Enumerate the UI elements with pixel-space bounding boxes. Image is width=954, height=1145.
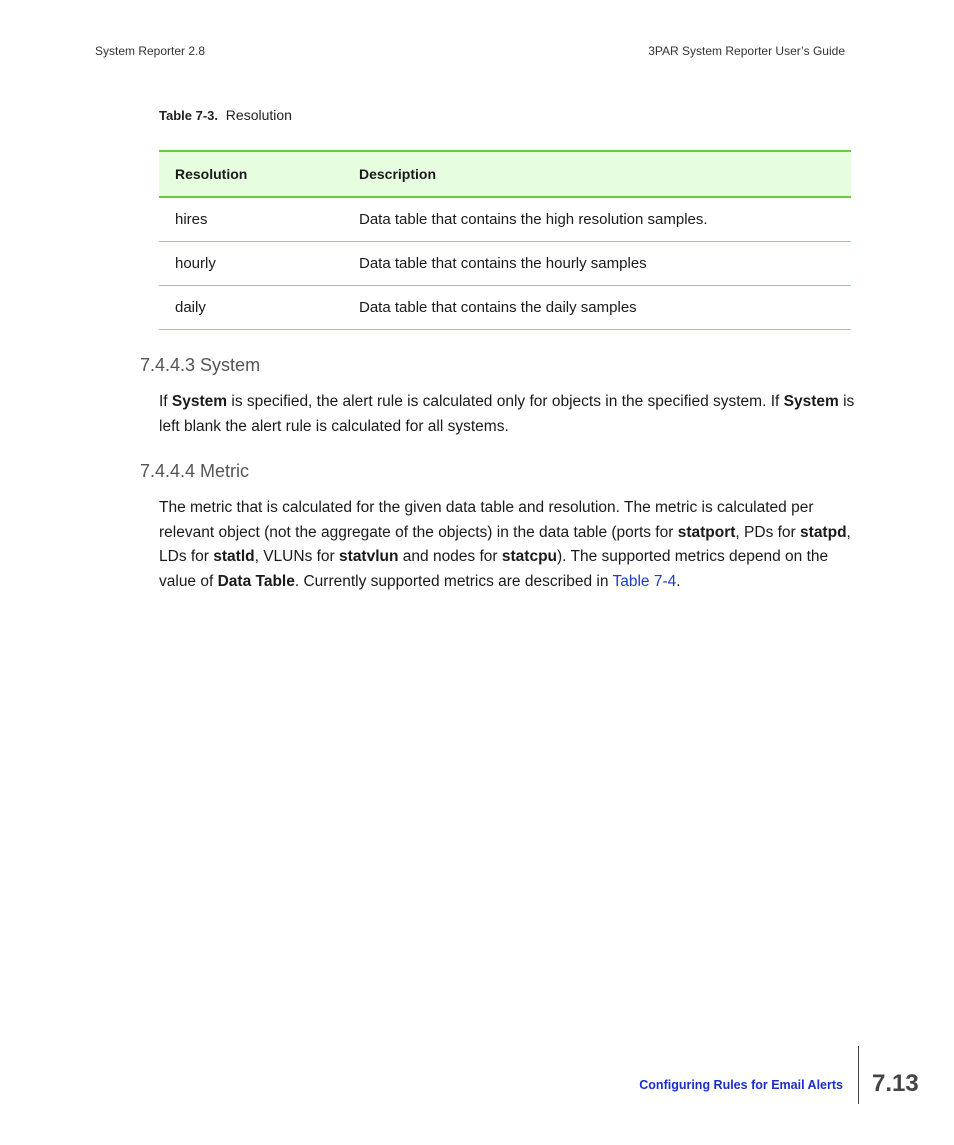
system-paragraph [159,390,859,439]
cell-resolution: hires [159,197,343,242]
emphasis: statpd [800,523,847,541]
text-run: , PDs for [735,523,801,541]
emphasis: System [171,393,228,410]
text-run: is specified, the alert rule is calculated only for objects in the specified system. If [227,393,784,410]
cell-resolution: hourly [159,242,343,286]
table-row [159,197,851,242]
resolution-table [159,150,851,330]
table-row [159,286,851,330]
emphasis: statvlun [339,548,399,565]
metric-paragraph [159,496,859,594]
text-run: . Currently supported metrics are described in [294,572,613,590]
emphasis: statld [213,548,255,565]
table-caption [159,107,292,123]
text-run: ). The supported metrics depend on the value of [159,548,829,590]
text-run: If [159,393,172,410]
cell-resolution: daily [159,286,343,330]
emphasis: statcpu [501,548,558,565]
text-run: is left blank the alert rule is calculated for all systems. [159,393,855,435]
section-heading-metric: 7.4.4.4 Metric [140,461,250,481]
running-header-left: System Reporter 2.8 [95,44,206,58]
text-run: , VLUNs for [254,548,340,565]
running-header-right: 3PAR System Reporter User’s Guide [648,44,845,58]
section-heading-system: 7.4.4.3 System [140,355,261,375]
emphasis: Data Table [217,572,295,590]
cell-description: Data table that contains the hourly samples [343,242,851,286]
table-header-row [159,151,851,197]
text-run: . [676,572,681,590]
cell-description: Data table that contains the daily samples [343,286,851,330]
text-run: and nodes for [398,548,502,565]
emphasis: System [783,393,839,410]
table-7-4-link[interactable]: Table 7-4 [612,572,677,590]
table-caption-label: Table 7-3. [159,108,219,123]
page-number: 7.13 [872,1070,919,1097]
footer-divider [858,1046,859,1104]
column-header-resolution: Resolution [159,151,343,197]
table-caption-title: Resolution [225,107,292,123]
footer-chapter-title[interactable]: Configuring Rules for Email Alerts [639,1078,843,1092]
text-run: The metric that is calculated for the given data table and resolution. The metric is calculated per relevant object (not the aggregate of the objects) in the data table (ports for [159,499,814,541]
cell-description: Data table that contains the high resolution samples. [343,197,851,242]
table-row [159,242,851,286]
column-header-description: Description [343,151,851,197]
emphasis: statport [677,523,736,541]
text-run: , LDs for [159,523,851,565]
